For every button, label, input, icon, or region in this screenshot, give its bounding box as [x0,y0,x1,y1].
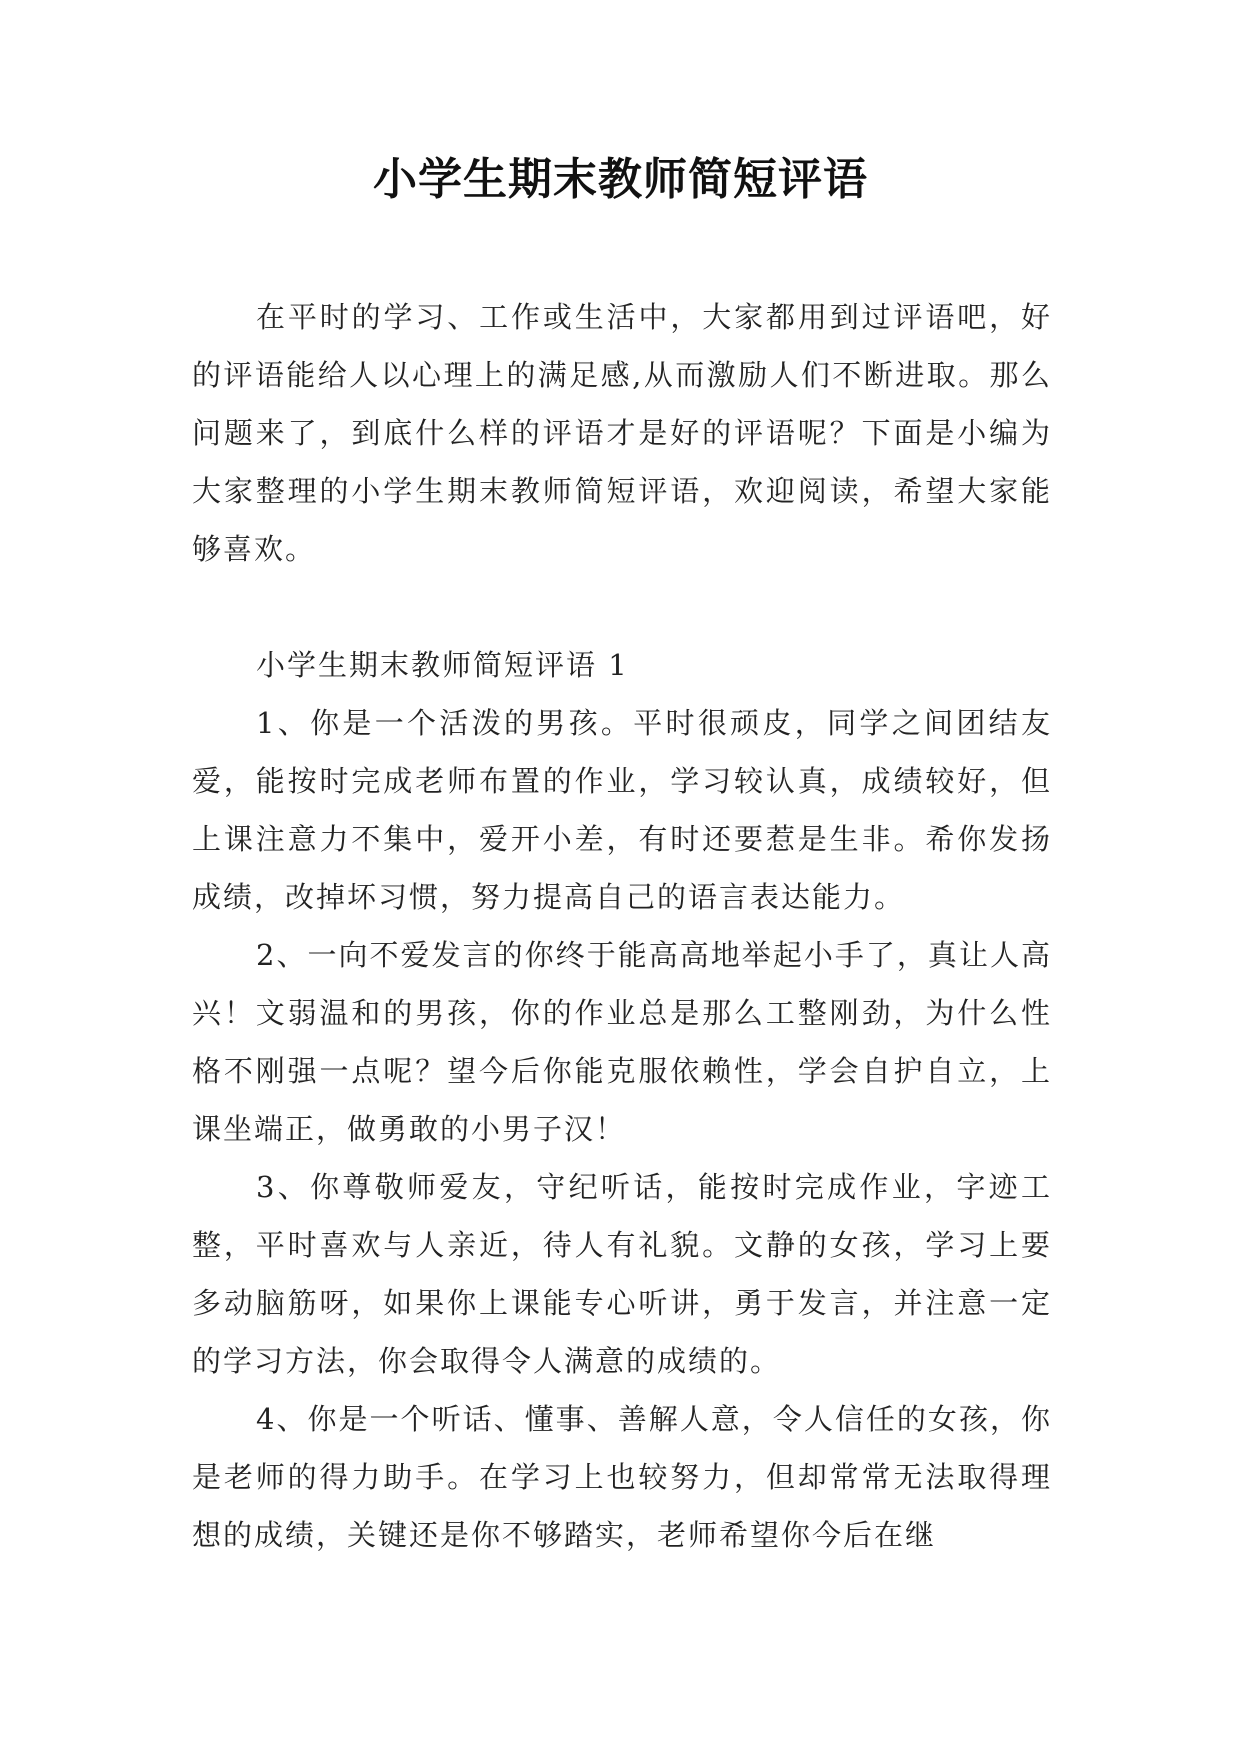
comment-paragraph: 4、你是一个听话、懂事、善解人意，令人信任的女孩，你是老师的得力助手。在学习上也较努力，但却常常无法取得理想的成绩，关键还是你不够踏实，老师希望你今后在继 [192,1402,1052,1552]
section-block [192,636,1052,1564]
section-heading: 小学生期末教师简短评语 1 [256,648,629,682]
comment-paragraph: 3、你尊敬师爱友，守纪听话，能按时完成作业，字迹工整，平时喜欢与人亲近，待人有礼貌。文静的女孩，学习上要多动脑筋呀，如果你上课能专心听讲，勇于发言，并注意一定的学习方法，你会取得令人满意的成绩的。 [192,1170,1052,1378]
intro-block [192,288,1052,578]
intro-paragraph: 在平时的学习、工作或生活中，大家都用到过评语吧，好的评语能给人以心理上的满足感,从而激励人们不断进取。那么问题来了，到底什么样的评语才是好的评语呢？下面是小编为大家整理的小学生期末教师简短评语，欢迎阅读，希望大家能够喜欢。 [192,300,1052,566]
document-title: 小学生期末教师简短评语 [373,154,868,205]
comment-paragraph: 2、一向不爱发言的你终于能高高地举起小手了，真让人高兴！文弱温和的男孩，你的作业总是那么工整刚劲，为什么性格不刚强一点呢？望今后你能克服依赖性，学会自护自立，上课坐端正，做勇敢的小男子汉！ [192,938,1052,1146]
comment-paragraph: 1、你是一个活泼的男孩。平时很顽皮，同学之间团结友爱，能按时完成老师布置的作业，学习较认真，成绩较好，但上课注意力不集中，爱开小差，有时还要惹是生非。希你发扬成绩，改掉坏习惯，努力提高自己的语言表达能力。 [192,706,1052,914]
